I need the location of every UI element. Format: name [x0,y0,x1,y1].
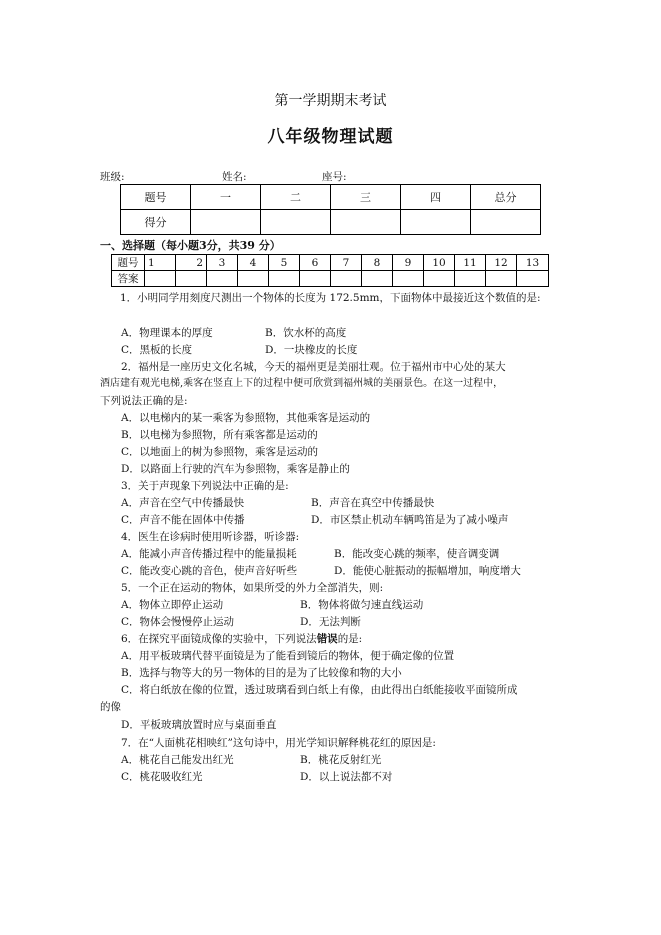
question-3-option-a: A．声音在空气中传播最快 [121,497,245,509]
answer-blank-cell [362,271,393,287]
question-6-stem-text: 6．在探究平面镜成像的实验中，下列说法 [121,633,317,645]
question-6-option-c-line1: C．将白纸放在像的位置，透过玻璃看到白纸上有像，由此得出白纸能接收平面镜所成 [121,684,518,696]
score-cell: 总分 [471,185,541,210]
question-6-option-b: B．选择与物等大的另一物体的目的是为了比较像和物的大小 [121,667,402,679]
score-table [120,184,541,235]
score-blank-cell [331,210,401,235]
answer-blank-cell [300,271,331,287]
question-5-option-d: D．无法判断 [300,616,361,628]
question-2-option-a: A．以电梯内的某一乘客为参照物，其他乘客是运动的 [121,412,371,424]
question-5-option-c: C．物体会慢慢停止运动 [121,616,235,628]
score-blank-cell [191,210,261,235]
question-2-option-d: D．以路面上行驶的汽车为参照物，乘客是静止的 [121,463,350,475]
question-3-stem: 3．关于声现象下列说法中正确的是: [121,480,289,492]
question-6-option-c-line2: 的像 [100,701,121,713]
score-cell: 题号 [121,185,191,210]
question-7-option-b: B．桃花反射红光 [300,754,382,766]
question-4-option-c: C．能改变心跳的音色，使声音好听些 [121,565,298,577]
answer-number-cell: 11 [455,255,486,271]
answer-blank-cell [238,271,269,287]
answer-number-cell: 9 [393,255,424,271]
question-6-option-d: D．平板玻璃放置时应与桌面垂直 [121,719,277,731]
answer-blank-cell [486,271,517,287]
question-1-option-a: A．物理课本的厚度 [121,327,213,339]
question-2-stem-line2: 酒店建有观光电梯,乘客在竖直上下的过程中便可欣赏到福州城的美丽景色。在这一过程中， [100,378,504,389]
question-5-option-a: A．物体立即停止运动 [121,599,224,611]
question-3-option-b: B．声音在真空中传播最快 [311,497,435,509]
answer-number-cell: 1 [145,255,176,271]
answer-number-cell: 10 [424,255,455,271]
question-6-stem-end: 的是: [337,633,363,645]
question-7-option-c: C．桃花吸收红光 [121,771,203,783]
question-3-option-c: C．声音不能在固体中传播 [121,514,245,526]
answer-number-cell: 2 [176,255,207,271]
score-cell: 二 [261,185,331,210]
question-4-option-b: B．能改变心跳的频率，使音调变调 [334,548,500,560]
answer-blank-cell [207,271,238,287]
question-4-option-d: D．能使心脏振动的振幅增加，响度增大 [334,565,521,577]
question-2-stem-line1: 2．福州是一座历史文化名城，今天的福州更是美丽壮观。位于福州市中心处的某大 [121,361,506,373]
answer-number-cell: 13 [517,255,549,271]
exam-subtitle: 第一学期期末考试 [274,93,387,109]
question-1-option-d: D．一块橡皮的长度 [265,344,358,356]
score-table-score-row [121,210,541,235]
question-3-option-d: D．市区禁止机动车辆鸣笛是为了减小噪声 [311,514,509,526]
answer-row-label: 答案 [112,271,145,287]
answer-blank-cell [145,271,176,287]
answer-blank-cell [455,271,486,287]
answer-blank-cell [176,271,207,287]
answer-blank-cell [424,271,455,287]
question-7-option-a: A．桃花自己能发出红光 [121,754,234,766]
score-cell: 三 [331,185,401,210]
answer-number-cell: 8 [362,255,393,271]
question-1-option-b: B．饮水杯的高度 [265,327,347,339]
answer-number-cell: 4 [238,255,269,271]
answer-number-row [112,255,549,271]
score-blank-cell [471,210,541,235]
section-heading: 一、选择题（每小题3分，共39 分） [100,239,281,252]
question-4-option-a: A．能减小声音传播过程中的能量损耗 [121,548,297,560]
question-2-stem-line3: 下列说法正确的是: [100,395,188,407]
answer-number-cell: 3 [207,255,238,271]
question-5-option-b: B．物体将做匀速直线运动 [300,599,424,611]
answer-number-cell: 5 [269,255,300,271]
score-cell: 一 [191,185,261,210]
score-blank-cell [261,210,331,235]
question-4-stem: 4．医生在诊病时使用听诊器，听诊器: [121,531,300,543]
question-7-option-d: D．以上说法都不对 [300,771,393,783]
question-6-stem [121,632,362,646]
seat-label: 座号: [322,171,347,183]
score-blank-cell [401,210,471,235]
answer-number-cell: 7 [331,255,362,271]
answer-row-label: 题号 [112,255,145,271]
question-2-option-c: C．以地面上的树为参照物，乘客是运动的 [121,446,319,458]
question-6-emphasis: 错误 [316,633,338,645]
answer-blank-cell [331,271,362,287]
class-label: 班级: [100,171,125,183]
question-1-option-c: C．黑板的长度 [121,344,193,356]
answer-table [111,254,549,287]
question-6-option-a: A．用平板玻璃代替平面镜是为了能看到镜后的物体，便于确定像的位置 [121,650,455,662]
question-1-stem: 1．小明同学用刻度尺测出一个物体的长度为 172.5mm，下面物体中最接近这个数值的是: [120,292,541,304]
question-2-option-b: B．以电梯为参照物，所有乘客都是运动的 [121,429,318,441]
name-label: 姓名: [222,171,247,183]
score-row-label: 得分 [121,210,191,235]
answer-number-cell: 6 [300,255,331,271]
answer-number-cell: 12 [486,255,517,271]
score-cell: 四 [401,185,471,210]
answer-blank-cell [269,271,300,287]
answer-blank-row [112,271,549,287]
score-table-header-row [121,185,541,210]
question-5-stem: 5．一个正在运动的物体，如果所受的外力全部消失，则: [121,582,384,594]
answer-blank-cell [393,271,424,287]
answer-blank-cell [517,271,549,287]
exam-title: 八年级物理试题 [267,127,394,147]
question-7-stem: 7．在“人面桃花相映红”这句诗中，用光学知识解释桃花红的原因是: [121,737,436,749]
